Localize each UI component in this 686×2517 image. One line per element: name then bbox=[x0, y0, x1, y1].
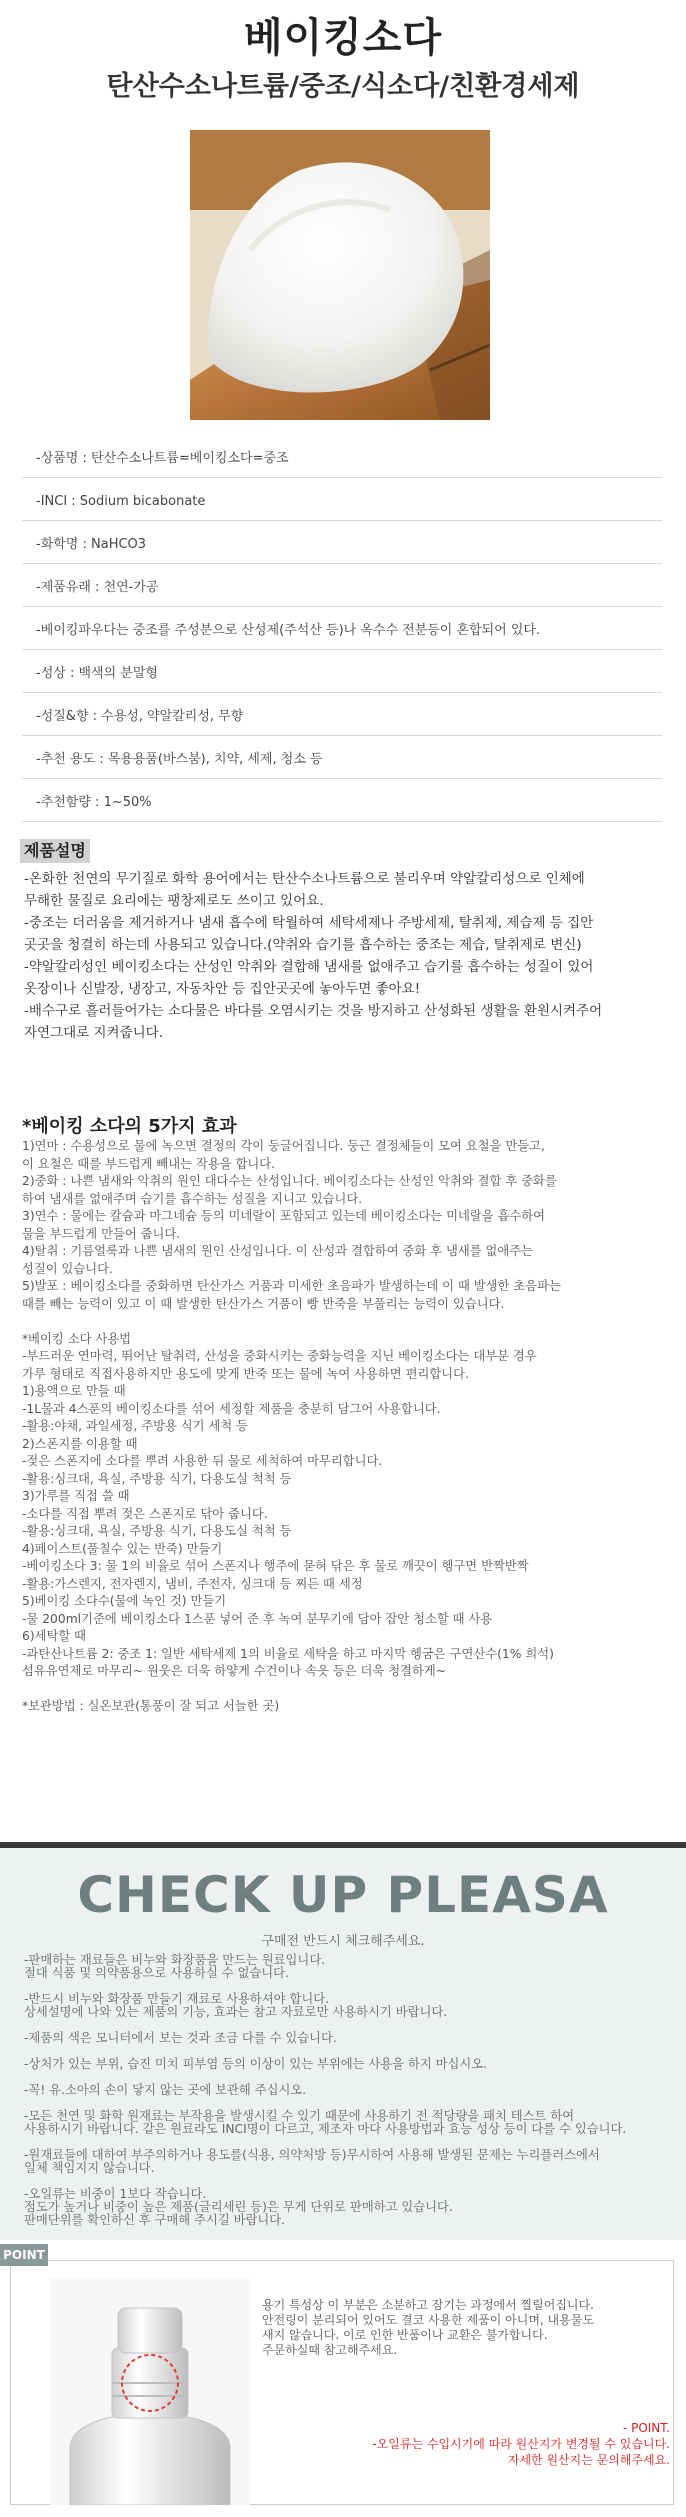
effects-line: -물 200ml기준에 베이킹소다 1스푼 넣어 준 후 녹여 분무기에 담아 잡안 청소할 때 사용 bbox=[22, 1611, 493, 1626]
spec-row: -상품명 : 탄산수소나트륨=베이킹소다=중조 bbox=[22, 440, 662, 478]
description-line: 자연그대로 지켜줍니다. bbox=[24, 1025, 163, 1041]
spec-row: -화학명 : NaHCO3 bbox=[22, 526, 662, 564]
check-line: 사용하시기 바랍니다. 같은 원료라도 INCI명이 다르고, 제조자 마다 사용방법과 효능 성상 등이 다를 수 있습니다. bbox=[24, 2122, 627, 2136]
effects-line: -1L물과 4스푼의 베이킹소다를 섞어 세정할 제품을 충분히 담그어 사용합니다. bbox=[22, 1401, 441, 1416]
check-line: 상세설명에 나와 있는 제품의 기능, 효과는 참고 자료로만 사용하시기 바랍니다. bbox=[24, 2005, 448, 2019]
effects-line: 물을 부드럽게 만들어 줍니다. bbox=[22, 1226, 181, 1241]
baking-soda-photo bbox=[190, 130, 490, 420]
effects-line: *베이킹 소다 사용법 bbox=[22, 1331, 131, 1346]
effects-line: -과탄산나트륨 2: 중조 1: 일반 세탁세제 1의 비율로 세탁을 하고 마지막 헹굼은 구연산수(1% 희석) bbox=[22, 1646, 554, 1661]
spec-row: -추천함량 : 1~50% bbox=[22, 784, 662, 822]
effects-line: -베이킹소다 3: 물 1의 비율로 섞어 스폰지나 행주에 묻혀 닦은 후 물로 깨끗이 헹구면 반짝반짝 bbox=[22, 1559, 529, 1573]
note-line: - POINT. bbox=[622, 2421, 670, 2435]
point-tab: POINT bbox=[0, 2244, 48, 2266]
effects-line: -활용:싱크대, 욕실, 주방용 식기, 다용도실 척척 등 bbox=[22, 1524, 292, 1538]
effects-line: 2)스폰지를 이용할 때 bbox=[22, 1436, 138, 1451]
point-line: 안전링이 분리되어 있어도 결코 사용한 제품이 아니며, 내용물도 bbox=[262, 2313, 594, 2327]
effects-line: 5)베이킹 소다수(물에 녹인 것) 만들기 bbox=[22, 1594, 227, 1608]
effects-line: 4)페이스트(풀칠수 있는 반죽) 만들기 bbox=[22, 1541, 223, 1556]
spec-row: -베이킹파우다는 중조를 주성분으로 산성제(주석산 등)나 옥수수 전분등이 혼합되어 있다. bbox=[22, 612, 662, 650]
spec-row: -추천 용도 : 목용용품(바스붐), 치약, 세제, 청소 등 bbox=[22, 741, 662, 779]
check-line: 일체 책임지지 않습니다. bbox=[24, 2161, 155, 2175]
check-line: -꼭! 유.소아의 손이 닿지 않는 곳에 보관해 주십시오. bbox=[24, 2083, 307, 2097]
effects-line: 6)세탁할 때 bbox=[22, 1629, 87, 1643]
effects-line: 성질이 있습니다. bbox=[22, 1261, 113, 1276]
effects-line: 때를 빼는 능력이 있고 이 때 발생한 탄산가스 거품이 빵 반죽을 부풀리는 능력이 있습니다. bbox=[22, 1296, 505, 1311]
check-line: 판매단위를 확인하신 후 구매해 주시길 바랍니다. bbox=[24, 2213, 286, 2227]
effects-line: 가루 형태로 직접사용하지만 용도에 맞게 반죽 또는 물에 녹여 사용하면 편리합니다. bbox=[22, 1366, 469, 1381]
point-note bbox=[372, 2420, 670, 2468]
effects-line: -활용:싱크대, 욕실, 주방용 식기, 다용도실 척척 등 bbox=[22, 1471, 292, 1486]
bottle-cap-image bbox=[50, 2278, 250, 2505]
effects-line: 3)연수 : 물에는 칼슘과 마그네슘 등의 미네랄이 포함되고 있는데 베이킹소다는 미네랄을 흡수하여 bbox=[22, 1209, 546, 1223]
effects-line: 1)연마 : 수용성으로 물에 녹으면 결정의 각이 둥글어집니다. 둥근 결정체들이 모여 요철을 만들고, bbox=[22, 1139, 545, 1153]
spec-row: -INCI : Sodium bicabonate bbox=[22, 483, 662, 521]
spec-row: -제품유래 : 천연-가공 bbox=[22, 569, 662, 607]
page-subtitle: 탄산수소나트륨/중조/식소다/친환경세제 bbox=[106, 71, 580, 102]
page-title: 베이킹소다 bbox=[243, 15, 443, 61]
effects-line: -활용:야채, 과일세정, 주방용 식기 세척 등 bbox=[22, 1419, 249, 1433]
effects-line: 섬유유연제로 마무리~ 원웃은 더욱 하얗게 수건이나 속옷 등은 더욱 청결하게~ bbox=[22, 1664, 447, 1678]
effects-line: 이 요철은 때를 부드럽게 빼내는 작용을 합니다. bbox=[22, 1156, 276, 1171]
description-line: -온화한 천연의 무기질로 화학 용어에서는 탄산수소나트륨으로 불리우며 약알칼리성으로 인체에 bbox=[24, 871, 585, 887]
point-line: 새지 않습니다. 이로 인한 반품이나 교환은 불가합니다. bbox=[262, 2328, 548, 2342]
effects-line: 4)탈취 : 기름얼룩과 나쁜 냄새의 원인 산성입니다. 이 산성과 결합하여 중화 후 냄새를 없애주는 bbox=[22, 1244, 534, 1258]
check-line: -반드시 비누와 화장품 만들기 재료로 사용하셔야 합니다. bbox=[24, 1992, 330, 2006]
effects-line: 2)중화 : 나쁜 냄새와 악취의 원인 대다수는 산성입니다. 베이킹소다는 산성인 악취와 결합 후 중화를 bbox=[22, 1174, 557, 1188]
effects-line: -활용:가스렌지, 전자렌지, 냄비, 주전자, 싱크대 등 찌든 때 세정 bbox=[22, 1576, 363, 1591]
check-line: -판매하는 재료들은 비누와 화장품을 만드는 원료입니다. bbox=[24, 1953, 326, 1967]
description-line: 곳곳을 청결히 하는데 사용되고 있습니다.(약취와 습기를 흡수하는 중조는 제습, 탈취제로 변신) bbox=[24, 937, 582, 953]
check-line: -상처가 있는 부위, 습진 미치 피부염 등의 이상이 있는 부위에는 사용을 하지 마십시오. bbox=[24, 2057, 488, 2071]
note-line: -오일류는 수입시기에 따라 원산지가 변경될 수 있습니다. bbox=[372, 2437, 670, 2451]
point-line: 용기 특성상 이 부분은 소분하고 잠기는 과정에서 찔릴어집니다. bbox=[262, 2298, 594, 2312]
description-line: 무해한 물질로 요리에는 팽창제로도 쓰이고 있어요. bbox=[24, 893, 324, 909]
effects-title: *베이킹 소다의 5가지 효과 bbox=[22, 1116, 237, 1137]
spec-row: -성질&향 : 수용성, 약알칼리성, 무향 bbox=[22, 698, 662, 736]
description-line: 옷장이나 신발장, 냉장고, 자동차안 등 집안곳곳에 놓아두면 좋아요! bbox=[24, 981, 421, 997]
check-line: 점도가 높거나 비중이 높은 제품(글리세린 등)은 무게 단위로 판매하고 있습니다. bbox=[24, 2200, 453, 2214]
effects-line: 하여 냄새를 없애주며 습기를 흡수하는 성질을 지니고 있습니다. bbox=[22, 1191, 363, 1206]
check-line: -제품의 색은 모니터에서 보는 것과 조금 다를 수 있습니다. bbox=[24, 2031, 337, 2045]
check-line: -오일류는 비중이 1보다 작습니다. bbox=[24, 2187, 207, 2201]
effects-line: 3)가루를 직접 쓸 때 bbox=[22, 1489, 130, 1503]
effects-line: -부드러운 연마력, 뛰어난 탈취력, 산성을 중화시키는 중화능력을 지닌 베이킹소다는 대부분 경우 bbox=[22, 1349, 537, 1363]
check-line: -모든 천연 및 화학 원재료는 부작용을 발생시킬 수 있기 때문에 사용하기 전 적당량을 패치 테스트 하여 bbox=[24, 2109, 575, 2123]
description-heading: 제품설명 bbox=[20, 839, 90, 863]
check-line: 절대 식품 및 의약품용으로 사용하실 수 없습니다. bbox=[24, 1966, 289, 1980]
effects-line: -젖은 스폰지에 소다를 뿌려 사용한 뒤 물로 세척하여 마무리합니다. bbox=[22, 1454, 383, 1468]
effects-line: 5)발포 : 베이킹소다를 중화하면 탄산가스 거품과 미세한 초음파가 발생하는데 이 때 발생한 초음파는 bbox=[22, 1279, 561, 1293]
effects-line: -소다를 직접 뿌려 젖은 스폰지로 닦아 줍니다. bbox=[22, 1506, 268, 1521]
spec-row: -성상 : 백색의 분말형 bbox=[22, 655, 662, 693]
effects-line: 1)용액으로 만들 때 bbox=[22, 1384, 126, 1398]
description-line: -중조는 더러움을 제거하거나 냄새 흡수에 탁월하여 세탁세제나 주방세제, 탈취제, 제습제 등 집안 bbox=[24, 915, 594, 931]
description-line: -배수구로 흘러들어가는 소다물은 바다를 오염시키는 것을 방지하고 산성화된 생활을 환원시켜주어 bbox=[24, 1003, 603, 1019]
check-subtitle: 구매전 반드시 체크해주세요. bbox=[261, 1934, 425, 1949]
title-block bbox=[0, 0, 686, 115]
description-line: -약알칼리성인 베이킹소다는 산성인 악취와 결합해 냄새를 없애주고 습기를 흡수하는 성질이 있어 bbox=[24, 959, 594, 975]
point-line: 주문하실때 참고해주세요. bbox=[262, 2343, 398, 2357]
storage-line: *보관방법 : 실온보관(통풍이 잘 되고 서늘한 곳) bbox=[22, 1699, 280, 1713]
check-line: -원재료들에 대하여 부주의하거나 용도를(식용, 의약처방 등)무시하여 사용해 발생된 문제는 누리플러스에서 bbox=[24, 2148, 600, 2162]
check-title: CHECK UP PLEASA bbox=[77, 1866, 609, 1924]
note-line: 자세한 원산지는 문의해주세요. bbox=[507, 2453, 670, 2467]
